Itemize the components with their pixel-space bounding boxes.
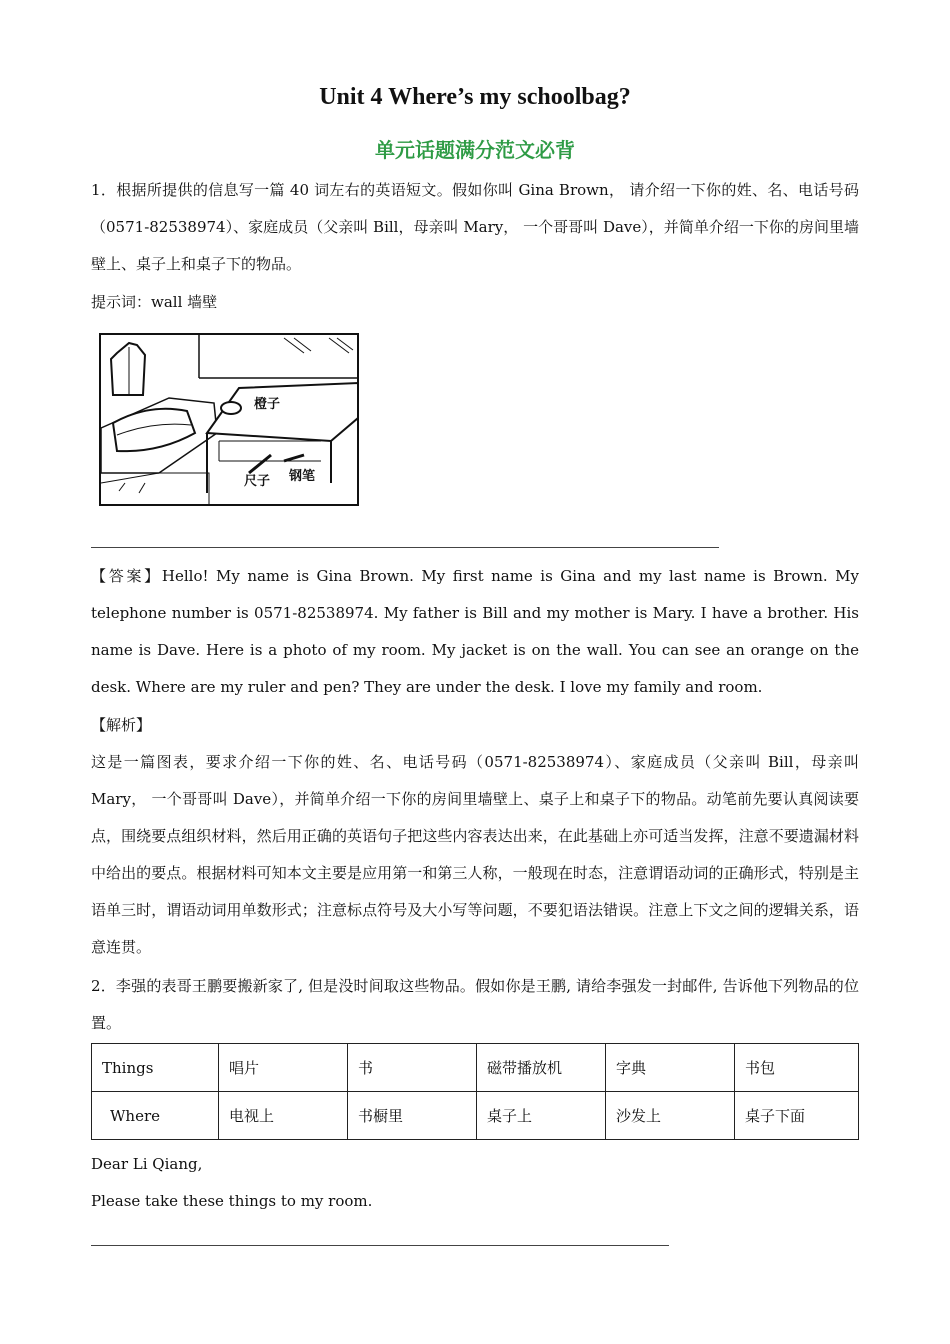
table-cell: 书包: [735, 1044, 859, 1092]
label-pen: 钢笔: [289, 469, 316, 484]
label-orange: 橙子: [254, 397, 281, 412]
table-cell: 书: [348, 1044, 477, 1092]
table-cell: 桌子下面: [735, 1092, 859, 1140]
table-row: [92, 1092, 859, 1140]
table-cell: 磁带播放机: [477, 1044, 606, 1092]
answer-paragraph: [91, 558, 859, 706]
room-illustration: [99, 333, 361, 508]
label-ruler: 尺子: [244, 474, 271, 489]
table-cell: 桌子上: [477, 1092, 606, 1140]
table-cell: Things: [92, 1044, 219, 1092]
writing-line: [91, 1245, 669, 1246]
page-subtitle: 单元话题满分范文必背: [375, 138, 575, 162]
question-1-prompt: 1．根据所提供的信息写一篇 40 词左右的英语短文。假如你叫 Gina Brown， 请介绍一下你的姓、名、电话号码（0571-82538974）、家庭成员（父亲叫 Bill，母亲叫 Mary， 一个哥哥叫 Dave），并简单介绍一下你的房间里墙壁上、桌子上和桌子下的物品。: [91, 181, 859, 273]
answer-line: [91, 547, 719, 548]
letter-opening: Please take these things to my room.: [91, 1192, 373, 1210]
room-drawing: [99, 333, 361, 508]
table-cell: 字典: [606, 1044, 735, 1092]
items-table: [91, 1043, 859, 1140]
table-cell: 沙发上: [606, 1092, 735, 1140]
analysis-text: 这是一篇图表，要求介绍一下你的姓、名、电话号码（0571-82538974）、家庭成员（父亲叫 Bill，母亲叫 Mary， 一个哥哥叫 Dave），并简单介绍一下你的房间里墙壁上、桌子上和桌子下的物品。动笔前先要认真阅读要点，围绕要点组织材料，然后用正确的英语句子把这些内容表达出来，在此基础上亦可适当发挥，注意不要遗漏材料中给出的要点。根据材料可知本文主要是应用第一和第三人称，一般现在时态，注意谓语动词的正确形式，特别是主语单三时，谓语动词用单数形式；注意标点符号及大小写等问题，不要犯语法错误。注意上下文之间的逻辑关系，语意连贯。: [91, 753, 859, 956]
table-cell: 电视上: [219, 1092, 348, 1140]
letter-greeting: Dear Li Qiang,: [91, 1155, 203, 1173]
table-row: [92, 1044, 859, 1092]
answer-text: Hello! My name is Gina Brown. My first name is Gina and my last name is Brown. My telephone number is 0571-82538974. My father is Bill and my mother is Mary. I have a brother. His name is Dave. Here is a photo of my room. My jacket is on the wall. You can see an orange on the desk. Where are my ruler and pen? They are under the desk. I love my family and room.: [91, 567, 859, 696]
answer-tag: 【答案】: [91, 567, 162, 585]
table-cell: Where: [92, 1092, 219, 1140]
question-2-prompt: 2．李强的表哥王鹏要搬新家了, 但是没时间取这些物品。假如你是王鹏, 请给李强发一封邮件, 告诉他下列物品的位置。: [91, 977, 859, 1032]
table-cell: 书橱里: [348, 1092, 477, 1140]
page-title: Unit 4 Where’s my schoolbag?: [319, 84, 631, 110]
question-1-hint: 提示词：wall 墙壁: [91, 293, 218, 311]
analysis-tag: 【解析】: [91, 716, 152, 734]
table-cell: 唱片: [219, 1044, 348, 1092]
